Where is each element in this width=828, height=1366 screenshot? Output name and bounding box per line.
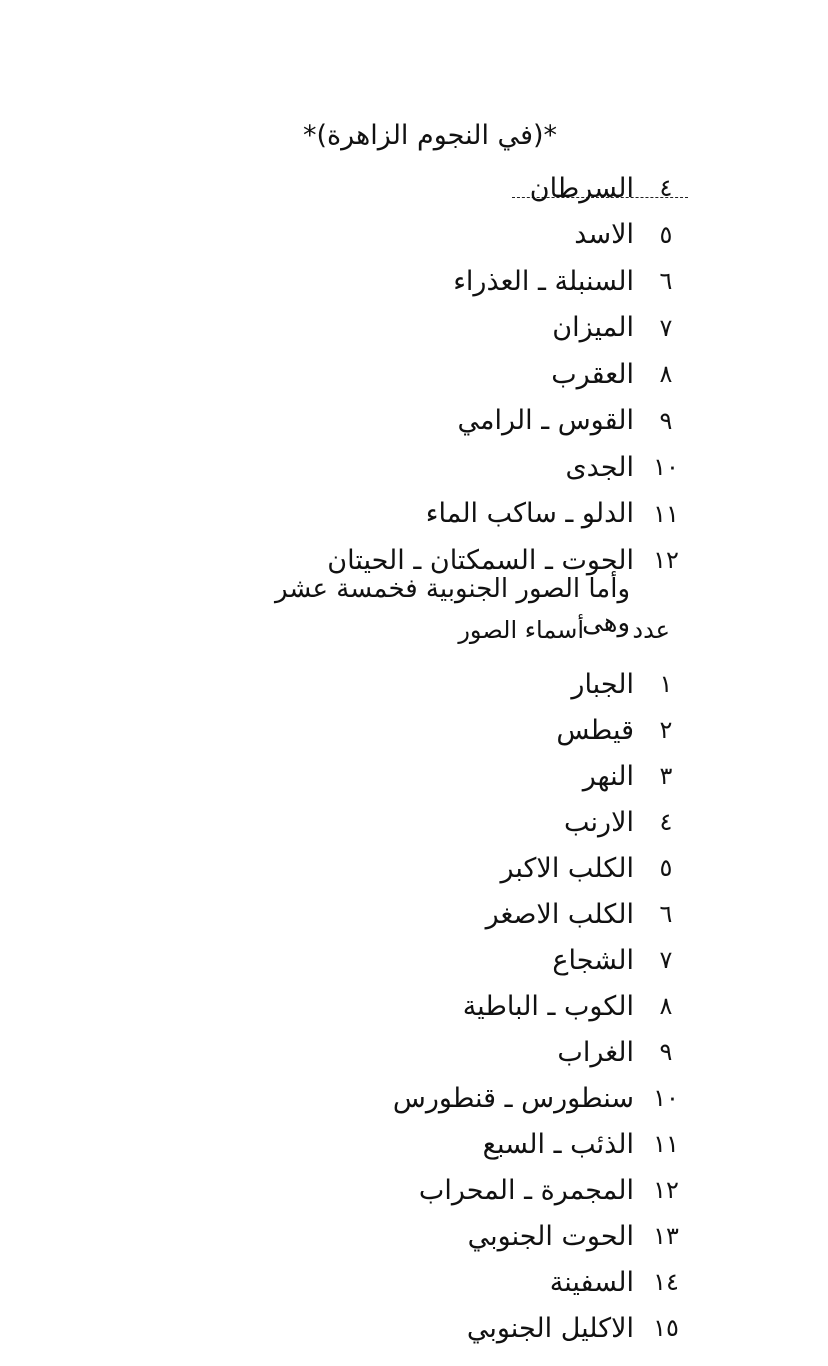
list-item — [458, 401, 688, 441]
item-number: ٥ — [659, 220, 673, 249]
list-item — [530, 168, 688, 208]
list-item — [486, 894, 688, 934]
item-number: ٨ — [659, 360, 673, 388]
item-name: الاسد — [574, 219, 634, 250]
column-header-names: أسماء الصور — [458, 616, 584, 644]
item-name: الجبار — [571, 668, 634, 700]
item-number: ١٠ — [653, 453, 679, 481]
list-item — [419, 1170, 688, 1210]
item-name: سنطورس ـ قنطورس — [392, 1082, 634, 1114]
item-name: العقرب — [551, 358, 634, 390]
list-item — [453, 261, 688, 301]
item-name: الحوت الجنوبي — [467, 1220, 634, 1252]
item-name: السفينة — [549, 1266, 634, 1298]
list-item — [552, 308, 688, 348]
item-name: المجمرة ـ المحراب — [418, 1174, 634, 1206]
item-number: ١٤ — [653, 1268, 679, 1296]
list-item — [550, 1262, 688, 1302]
list-item — [552, 940, 688, 980]
item-name: الميزان — [552, 312, 634, 343]
item-name: الكوب ـ الباطية — [462, 990, 634, 1022]
item-name: الاكليل الجنوبي — [466, 1312, 634, 1344]
item-name: الحوت ـ السمكتان ـ الحيتان — [327, 544, 634, 576]
item-name: الشجاع — [552, 944, 634, 976]
list-item — [556, 710, 688, 750]
item-number: ٤ — [659, 174, 673, 202]
item-number: ١ — [659, 670, 673, 698]
list-item — [566, 447, 688, 487]
column-headers — [458, 616, 670, 644]
item-number: ٧ — [659, 946, 673, 974]
southern-intro: وأما الصور الجنوبية فخمسة عشر وهى — [274, 574, 630, 638]
item-number: ٣ — [659, 762, 673, 790]
list-item — [468, 1216, 688, 1256]
item-name: الغراب — [557, 1036, 634, 1068]
list-item — [501, 848, 688, 888]
list-item — [551, 354, 688, 394]
item-number: ٦ — [659, 267, 673, 295]
item-number: ١٠ — [653, 1084, 679, 1112]
item-number: ١٢ — [653, 1176, 679, 1204]
item-name: الكلب الاكبر — [500, 852, 634, 884]
item-number: ٦ — [659, 900, 673, 928]
list-item — [571, 664, 688, 704]
item-name: النهر — [582, 760, 634, 792]
list-item — [393, 1078, 688, 1118]
item-number: ٩ — [659, 406, 673, 435]
list-item — [467, 1308, 688, 1348]
item-name: السنبلة ـ العذراء — [453, 265, 634, 297]
item-name: الارنب — [564, 806, 634, 838]
list-item — [483, 1124, 688, 1164]
item-number: ١٢ — [653, 546, 679, 574]
item-name: الجدى — [565, 451, 634, 483]
item-number: ٥ — [659, 854, 673, 882]
item-number: ٤ — [659, 808, 673, 836]
item-name: القوس ـ الرامي — [457, 405, 634, 436]
item-name: الذئب ـ السبع — [482, 1128, 634, 1160]
item-name: قيطس — [556, 714, 634, 746]
item-number: ١١ — [653, 1130, 679, 1158]
item-number: ٢ — [659, 716, 673, 744]
list-item — [574, 215, 688, 255]
item-number: ٨ — [659, 992, 673, 1020]
item-number: ٩ — [659, 1038, 673, 1066]
column-header-number: عدد — [632, 616, 670, 644]
item-name: الدلو ـ ساكب الماء — [425, 498, 634, 529]
list-item — [463, 986, 688, 1026]
list-item — [583, 756, 688, 796]
section-heading: *(في النجوم الزاهرة)* — [302, 120, 558, 151]
item-number: ١١ — [653, 499, 679, 528]
item-number: ١٥ — [653, 1314, 679, 1342]
item-number: ١٣ — [653, 1222, 679, 1250]
list-item — [564, 802, 688, 842]
item-name: السرطان — [529, 172, 634, 204]
list-item — [557, 1032, 688, 1072]
list-item — [426, 494, 688, 534]
item-name: الكلب الاصغر — [485, 898, 634, 930]
item-number: ٧ — [659, 313, 673, 342]
